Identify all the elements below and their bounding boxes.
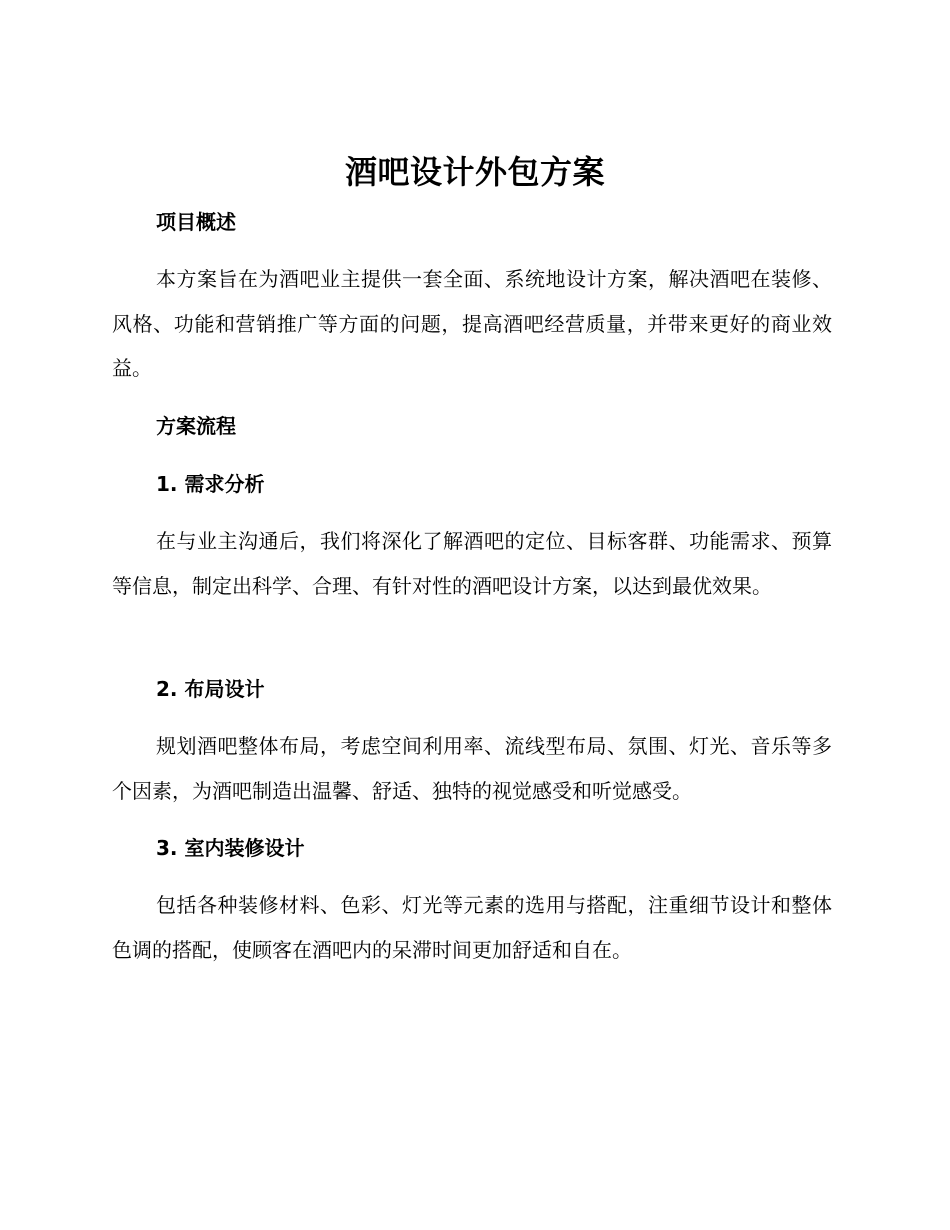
paragraph-interior: 包括各种装修材料、色彩、灯光等元素的选用与搭配，注重细节设计和整体色调的搭配，使顾客在酒吧内的呆滞时间更加舒适和自在。: [112, 893, 832, 962]
paragraph-requirements: 在与业主沟通后，我们将深化了解酒吧的定位、目标客群、功能需求、预算等信息，制定出科学、合理、有针对性的酒吧设计方案，以达到最优效果。: [112, 529, 832, 598]
section-heading-overview: 项目概述: [156, 210, 236, 234]
paragraph-overview: 本方案旨在为酒吧业主提供一套全面、系统地设计方案，解决酒吧在装修、风格、功能和营销推广等方面的问题，提高酒吧经营质量，并带来更好的商业效益。: [112, 267, 832, 380]
section-heading-requirements: 1. 需求分析: [156, 472, 265, 496]
section-heading-layout: 2. 布局设计: [156, 677, 265, 701]
section-heading-interior: 3. 室内装修设计: [156, 836, 305, 860]
section-heading-process: 方案流程: [156, 414, 236, 438]
document-title: 酒吧设计外包方案: [344, 153, 605, 191]
paragraph-layout: 规划酒吧整体布局，考虑空间利用率、流线型布局、氛围、灯光、音乐等多个因素，为酒吧制造出温馨、舒适、独特的视觉感受和听觉感受。: [112, 734, 832, 803]
